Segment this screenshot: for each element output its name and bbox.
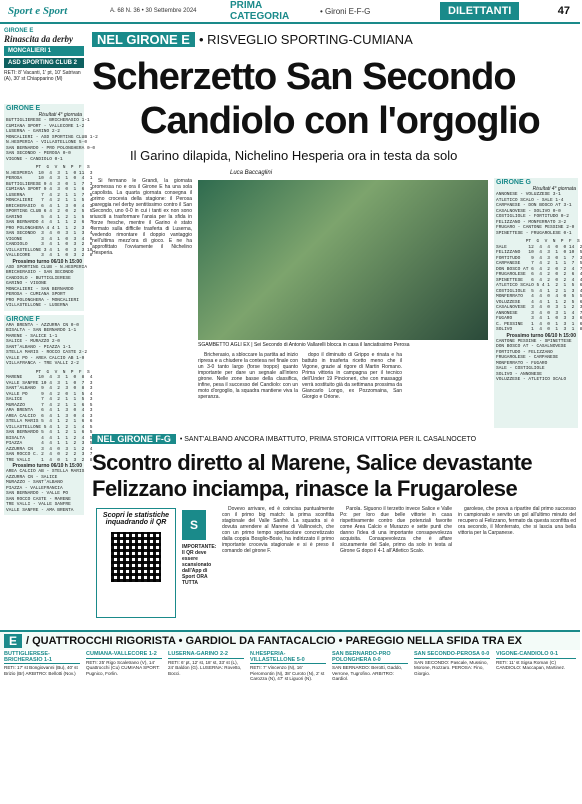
standings-table: PT G V N P F S SALE 12 4 4 0 0 14 2 FELIZZANO 10 4 3 1 0 10 5 FORTITUDO 9 4 3 0 1 7 3 CARPANESE 7 4 2 1 1 7 5 DON BOSCO AT 6 4 2 0 2 4 7 FRUGAROLESE 6 4 2 0 2 6 4 SPINETTESE 6 4 2 0 2 4 4 ATLETICO SCALO 5 4 1 2 1 5 6 COSTIGLIOLE 5 4 1 2 1 3 4 MONFERRATO 4 4 0 4 0 5 5 VOLUZZESE 4 4 1 1 2 5 6 CASALNOVESE 3 4 0 3 1 2 3 ANNONESE 3 4 0 3 1 4 7 FUGARO 3 4 1 0 3 3 6 C. PESSINE 1 4 0 1 3 1 6 SOLIVO 1 4 0 1 3 1 8 [496, 239, 582, 332]
qr-text: Scopri le statistiche inquadrando il QR [102, 512, 170, 526]
category-label: PRIMA CATEGORIA [230, 0, 290, 22]
main-kicker [92, 32, 413, 47]
kicker-tag: NEL GIRONE E [92, 32, 195, 47]
second-body-col1 [222, 506, 334, 624]
goal-scorers: RETI: 8' Vacanti, 1' pt, 10' Satrivan (A), 30' st Chiapparino (M) [4, 70, 81, 82]
next-round-list: ASD SPORTING CLUB - N.HESPERIA BRICHERASIO - SAN SECONDO CANDIOLO - BUTTIGLIERESE GARINO - VIGONE MONCALIERI - SAN BERNARDO PEROSA - CUMIANA SPORT PRO POLONGHERA - MONCALIERI VILLASTELLONE - LUSERNA [6, 264, 88, 308]
girone-e-box [4, 104, 98, 311]
match-photo [198, 180, 488, 340]
bottom-banner [0, 632, 580, 650]
banner-text: / QUATTROCCHI RIGORISTA • GARDIOL DA FANTACALCIO • PAREGGIO NELLA SFIDA TRA EX [26, 635, 522, 647]
qr-code-icon[interactable] [111, 532, 161, 582]
kicker-tag: NEL GIRONE F-G [92, 434, 176, 444]
match-report: SAN SECONDO-PEROSA 0-0 SAN SECONDO: Pascale, Mussino, Morone, Rozzaro. PEROSA: Fino, Giorgio. [414, 651, 490, 676]
results-label: Risultati 4° giornata [532, 186, 576, 192]
issue-info: A. 68 N. 36 • 30 Settembre 2024 [110, 8, 197, 14]
bottom-strip [0, 630, 580, 650]
paragraph: Si fermano le Grandi, la giornata promessa no e ora il Girone E ha una sola capolista. La quarta giornata consegna il primo crocevia della stagione: il Perosa pareggia nel derby sentitissimo contro il San Secondo, uno 0-0 in cui i tanti ex non sono riusciti a trasformare l'ansia per la sfida in forze fresche, mentre il Garino è stato fermato sulla difficile trasferta di Luserna, vedendo rimontare il doppio vantaggio nell'ultima mezz'ora di gioco. E ne ha approfittato l'ovviamente il Nichelino Hesperia. [92, 178, 192, 256]
results-list: AMA BRENTA - AZZURRA CN 0-0 BISALTA - SAN BERNARDO 1-1 MARENE - SALICE 1-1 SALICE - MURAZZO 2-0 SANT'ALBANO - PIAZZA 1-1 STELLA MARIS - ROCCO CASTE 2-2 VALLE PO - AREA CALCIO AB 1-0 VILLAFRANCA - TRE VALLI 2-2 [6, 322, 88, 366]
left-column [4, 28, 98, 628]
main-body-col1 [92, 178, 192, 356]
match-report: N.HESPERIA-VILLASTELLONE 5-0 RETI: 7' Vincenzo (N), 16' Pieromontin (N), 38' Curoto (N), 2' st Carozza (N), 47' st Liguori (N). [250, 651, 325, 682]
match-report: LUSERNA-GARINO 2-2 RETI: 6' pt, 12' st, 18' st, 33' st (L), 24' Baldon (G). LUSERNA: Rovetto, Bocci. [168, 652, 244, 802]
banner-tag: E [4, 634, 22, 648]
paragraph: Bricherasio, a sbloccare la partita ad inizio ripresa e a chiudere la contesa nel finale con un 3-0 tanto largo (forse troppo) quanto importante per dare un segnale all'intero girone. Nelle zone basse della classifica, infine, pesa il successo del Candiolo: con un moto d'orgoglio, la squadra mantiene viva la speranza. [198, 352, 298, 400]
girone-e-title: GIRONE E [6, 105, 41, 112]
standings-table: PT G V N P F S MARENE 10 4 3 1 0 8 4 VALLE SANFRE 10 4 3 1 0 7 3 SANT'ALBANO 9 4 2 3 0 8 3 VALLE PO 9 4 2 0 1 5 4 SALICE 7 4 2 1 1 5 3 MURAZZO 7 4 2 1 1 6 5 AMA BRENTA 6 4 1 3 0 4 3 AREA CALCIO 6 4 1 3 0 4 3 STELLA MARIS 5 4 1 2 1 6 6 VILLASTELLONE 5 4 1 2 1 4 5 SAN BERNARDO 5 4 1 2 1 6 5 BISALTA 4 4 1 1 2 4 PIAZZA 4 4 1 1 2 3 AZZURRA CN 3 4 0 3 1 2 4 SAN ROCCO C. 2 4 0 2 2 3 7 TRE VALLI 1 4 0 1 3 2 8 [6, 369, 93, 463]
section-label: DILETTANTI [440, 2, 519, 20]
score-row: MONCALIERI 1 [4, 46, 84, 56]
app-title: IMPORTANTE: [182, 544, 217, 550]
kicker-text: • RISVEGLIO SPORTING-CUMIANA [198, 32, 413, 47]
next-round-label: Prossimo turno 06/10 h 15:00 [506, 332, 576, 339]
girone-f-box [4, 315, 93, 516]
girone-tag: GIRONE E [4, 28, 34, 34]
girone-g-box [494, 178, 582, 428]
second-body-col3 [458, 506, 576, 624]
match-report: SAN BERNARDO-PRO POLONGHERA 0-0 SAN BERNARDO: Berotti, Gaddo, Verrone, Tugrofino. ARBITRO: Gardiol. [332, 652, 408, 802]
main-body-col3 [302, 352, 402, 422]
main-subheadline: Il Garino dilapida, Nichelino Hesperia ora in testa da solo [130, 148, 458, 163]
main-body-col2 [198, 352, 298, 422]
second-headline-line1: Scontro diretto al Marene, Salice devastante [92, 450, 533, 475]
paragraph: dopo il diminuito di Grippo e rinata e ha battuto in trasferta ricetto meno che il Vigone, grazie al rigore di Martin Romano. Prima vittoria in campagna per il tecnico dell'Under 19 Pincioneri, che con massaggi verrà sostituito già da settimana prossima da Giancarlo Longo, ex Pozzomaina, San Giorgio e Orione. [302, 352, 402, 400]
score-row: ASD SPORTING CLUB 2 [4, 58, 84, 68]
next-round-list: AREA CALCIO AB - STELLA MARIS AZZURRA CN - SALICE MURAZZO - SANT'ALBANO PIAZZA - VALLEFRANCIA SAN BERNARDO - VALLE PO SAN ROCCO CASTE - MARENE TRE VALLI - VALLE SANFRE VALLE SANFRE - AMA BRENTA [6, 469, 85, 513]
girone-f-title: GIRONE F [6, 315, 40, 323]
paragraph: garolese, che prova a ripartire dal primo successo in campionato e servito un gol all'ultimo minuto del recupero al Felizzano, fermato da questa sconfitta ed ora secondo, il Monferrato, che si lascia una bella vittoria per la Carpanese. [458, 506, 576, 536]
second-headline-line2: Felizzano inciampa, rinasce la Frugarolese [92, 476, 518, 501]
left-title: Rinascita da derby [4, 34, 73, 44]
next-round-list: CANTONE PESSINE - SPINETTESE DON BOSCO AT - CASALNOVESE FORTITUDO - FELIZZANO FRUGAROLESE - CARPANESE MONFERRATO - FUGARO SALE - COSTIGLIOLE SOLIVO - ANNONESE VOLUZZESE - ATLETICO SCALO [496, 338, 572, 382]
next-round-label: Prossimo turno 06/10 h 15:00 [12, 463, 82, 469]
girone-g-title: GIRONE G [496, 179, 532, 186]
results-list: ANNONESE - VOLUZZESE 3-1 ATLETICO SCALO - SALE 1-4 CARPANESE - DON BOSCO AT 3-1 CASALNOVESE - SOLIVO 0-0 COSTIGLIOLE - FORTITUDO 0-2 FELIZZANO - MONFERRATO 3-2 FRUGARO - CANTONE PESSINE 2-0 SPINETTESE - FRUGAROLESE 0-1 [496, 192, 575, 236]
match-report: BUTTIGLIERESE-BRICHERASIO 1-1 RETI: 17' st Bongiovanni (Bu), 40' st Brizio (Br) ARBITRO: Bellotti (Nov.) [4, 652, 80, 802]
second-kicker [92, 434, 476, 444]
app-logo-icon: S [182, 510, 206, 540]
app-note [182, 544, 217, 614]
results-label: Risultati 4° giornata [38, 112, 82, 118]
next-round-label: Prossimo turno 06/10 h 15:00 [12, 258, 82, 265]
app-text: Il QR deve essere scansionato dall'App di Sport ORA TUTTA [182, 550, 212, 586]
photo-caption: SGAMBETTO AGLI EX | Sei Secondo di Antonio Vallarelli blocca in casa il lanciatissimo Perosa [198, 342, 410, 348]
match-report: CUMIANA-VALLECORE 1-2 RETI: 25' Rigo Scaletrano (V), 14' Quattrocchi (Cu) CUMIANA SPORT: Pugnico, Forlin. [86, 652, 162, 802]
main-headline-line1: Scherzetto San Secondo [92, 56, 516, 98]
byline: Luca Baccaglini [230, 170, 273, 176]
newspaper-logo: Sport e Sport [8, 5, 68, 17]
match-report: VIGONE-CANDIOLO 0-1 RETI: 11' st Sigsa Roman (C) CANDIOLO: Maccapan, Martinez. [496, 652, 576, 802]
page-header [0, 0, 580, 24]
page-number: 47 [557, 5, 570, 17]
kicker-text: • SANT'ALBANO ANCORA IMBATTUTO, PRIMA STORICA VITTORIA PER IL CASALNOCETO [179, 435, 477, 443]
results-list: BUTTIGLIERESE - BRICHERASIO 1-1 CUMIANA SPORT - VALLECORE 1-2 LUSERNA - GARINO 2-2 MONCALIERI - ASD SPORTING CLUB 1-2 N.HESPERIA - VILLASTELLONE 5-0 SAN BERNARDO - PRO POLONGHERA 0-0 SAN SECONDO - PEROSA 0-0 VIGONE - CANDIOLO 0-1 [6, 118, 98, 162]
paragraph: Dovevo arrivare, ed è coincisa puntualmente con il primo big match: la prima sconfitta stagionale del Valle Sanfrè. La squadra si è dovuta arrendere al Marene di Vallinovich, che con un primo tempo spettacolare concretizzato dalla coppia Bosglio-Bosio, ha indirizzato il primo importante crocevia stagionale e si è preso il comando del girone F. [222, 506, 334, 554]
standings-table: PT G V N P F S N.HESPERIA 10 4 3 1 0 11 3 PEROSA 10 4 3 1 0 4 1 BUTTIGLIERESE 9 4 3 0 1 7 3 CUMIANA SPORT 9 4 3 0 1 6 3 LUSERNA 7 4 2 1 1 7 5 MONCALIERI 7 4 2 1 1 5 4 BRICHERASIO 6 4 1 3 0 4 3 SPORTING CLUB 6 4 2 0 2 5 5 GARINO 5 4 1 2 1 5 5 SAN BERNARDO 4 4 1 1 2 6 7 PRO POLONGHERA 4 4 1 1 2 3 4 SAN SECONDO 3 4 0 3 1 3 4 VIGONE 3 4 1 0 3 4 6 CANDIOLO 3 4 1 0 3 2 6 VILLASTELLONE 3 4 1 0 3 3 10 VALLECORE 3 4 1 0 3 2 8 [6, 165, 93, 258]
paragraph: Parola. Siguono il terzetto invece Salice e Valle Po: per loro due belle vittorie in casa rispettivamente contro due potenziali favorite come Area Calcio e Murazzo e sette punti che danno l'idea di una importante consapevolezza acquisita. Consapevolezza che è affare sicuramente del Sale, primo da solo in testa al Girone G dopo il 4-1 all'Atletico Scalo. [340, 506, 452, 554]
groups-label: • Gironi E-F-G [320, 6, 371, 16]
qr-promo [96, 508, 176, 618]
second-body-col2 [340, 506, 452, 624]
main-headline-line2: Candiolo con l'orgoglio [140, 100, 540, 142]
